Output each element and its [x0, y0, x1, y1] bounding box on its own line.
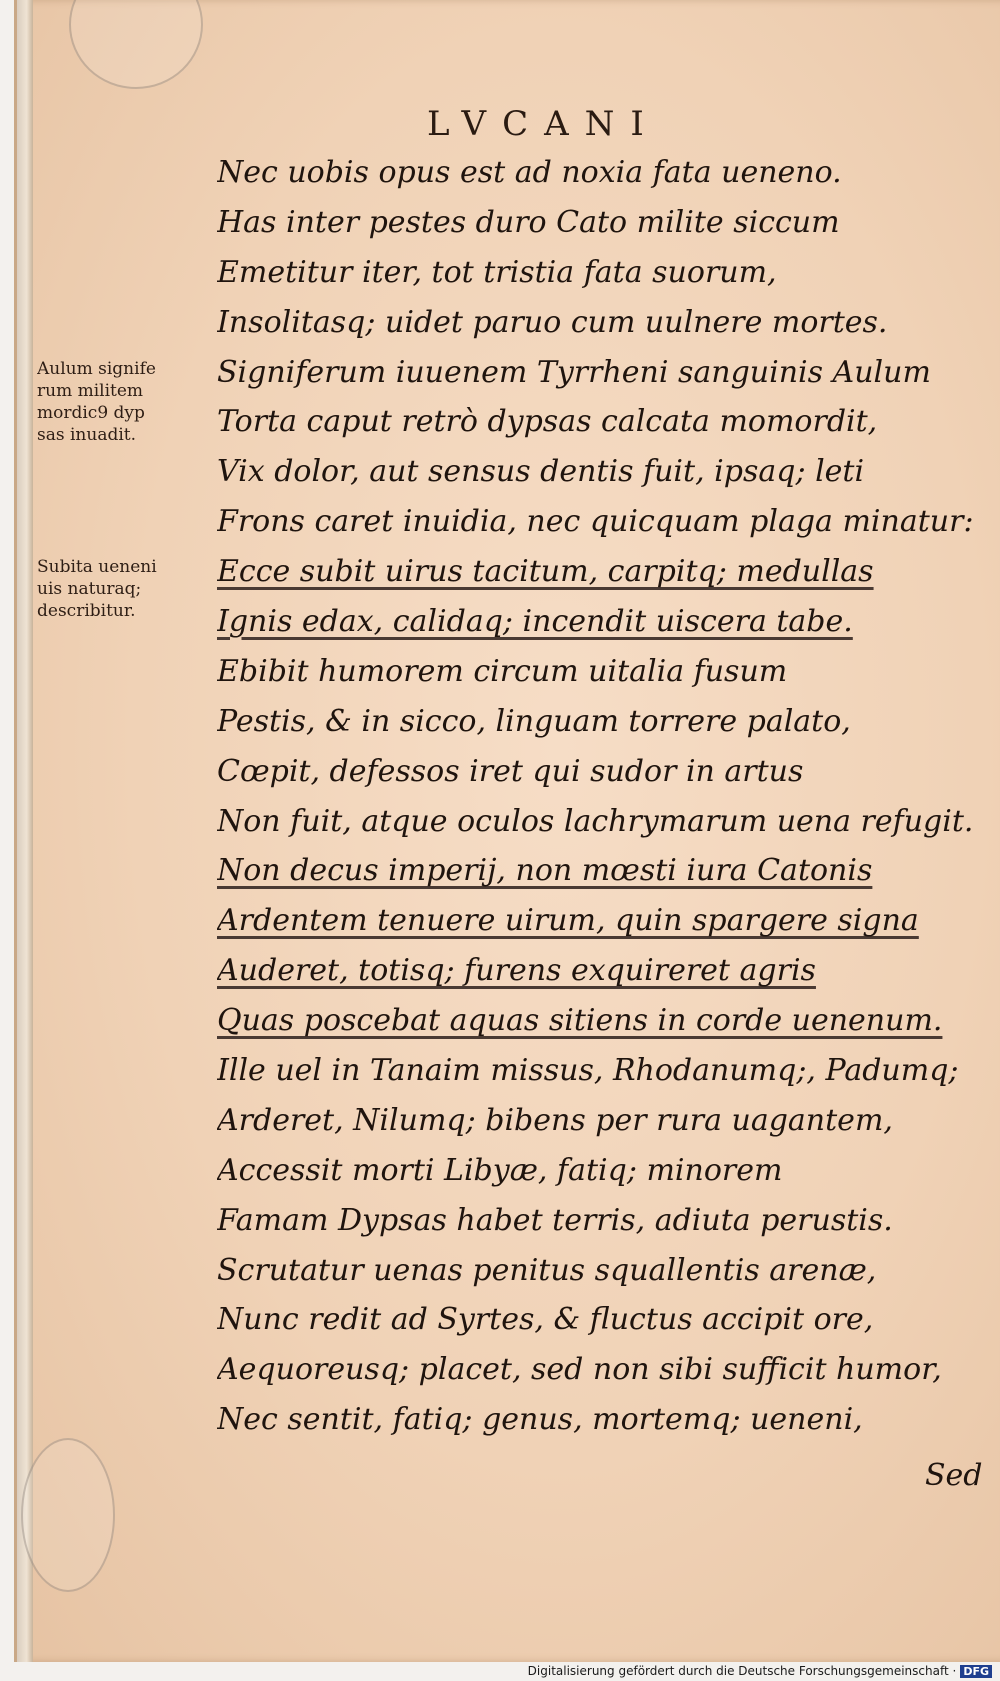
- verse-line: Frons caret inuidia, nec quicquam plaga minatur:: [217, 504, 974, 540]
- gloss-line: describitur.: [37, 601, 136, 621]
- verse-text: [217, 148, 977, 1445]
- verse-line: Nec sentit, fatiq; genus, mortemq; ueneni,: [217, 1402, 863, 1438]
- gloss-line: Aulum signife: [37, 359, 156, 379]
- verse-line: Ecce subit uirus tacitum, carpitq; medullas: [217, 554, 874, 590]
- marginal-gloss-venom: [37, 556, 209, 622]
- page-clip-bottom: [21, 1438, 115, 1592]
- verse-line: Accessit morti Libyæ, fatiq; minorem: [217, 1152, 783, 1188]
- dfg-logo: DFG: [960, 1665, 992, 1678]
- book-page: [14, 0, 1000, 1662]
- gloss-line: sas inuadit.: [37, 425, 137, 445]
- verse-line: Pestis, & in sicco, linguam torrere palato,: [217, 703, 851, 739]
- gloss-line: uis naturaq;: [37, 579, 142, 599]
- verse-line: Vix dolor, aut sensus dentis fuit, ipsaq; leti: [217, 454, 865, 490]
- verse-line: Nunc redit ad Syrtes, & fluctus accipit ore,: [217, 1302, 874, 1338]
- verse-line: Ignis edax, calidaq; incendit uiscera tabe.: [217, 604, 853, 640]
- verse-line: Emetitur iter, tot tristia fata suorum,: [217, 254, 777, 290]
- verse-line: Ille uel in Tanaim missus, Rhodanumq;, Padumq;: [217, 1053, 959, 1089]
- verse-line: Quas poscebat aquas sitiens in corde uenenum.: [217, 1003, 943, 1039]
- verse-line: Aequoreusq; placet, sed non sibi sufficit humor,: [217, 1352, 942, 1388]
- verse-line: Nec uobis opus est ad noxia fata ueneno.: [217, 155, 842, 190]
- verse-line: Famam Dypsas habet terris, adiuta perustis.: [217, 1202, 893, 1238]
- verse-line: Torta caput retrò dypsas calcata momordit,: [217, 404, 878, 440]
- verse-line: Ebibit humorem circum uitalia fusum: [217, 653, 788, 689]
- running-head: LVCANI: [427, 104, 660, 144]
- verse-line: Has inter pestes duro Cato milite siccum: [217, 204, 840, 240]
- marginal-gloss-aulus: [37, 358, 209, 446]
- digitization-credit: [528, 1664, 992, 1678]
- gloss-line: rum militem: [37, 381, 144, 401]
- verse-line: Non fuit, atque oculos lachrymarum uena refugit.: [217, 803, 974, 839]
- credit-text: Digitalisierung gefördert durch die Deutsche Forschungsgemeinschaft ·: [527, 1664, 957, 1678]
- verse-line: Signiferum iuuenem Tyrrheni sanguinis Aulum: [217, 354, 931, 390]
- verse-line: Arderet, Nilumq; bibens per rura uagantem,: [217, 1102, 893, 1138]
- verse-line: Scrutatur uenas penitus squallentis arenæ,: [217, 1252, 877, 1288]
- binding-edge: [17, 0, 33, 1662]
- verse-line: Non decus imperij, non mœsti iura Catonis: [217, 853, 873, 889]
- verse-line: Ardentem tenuere uirum, quin spargere signa: [217, 903, 919, 939]
- verse-line: Insolitasq; uidet paruo cum uulnere mortes.: [217, 304, 888, 340]
- page-clip-top: [69, 0, 203, 89]
- gloss-line: Subita ueneni: [37, 557, 157, 577]
- verse-line: Auderet, totisq; furens exquireret agris: [217, 953, 816, 989]
- catchword: Sed: [925, 1458, 983, 1493]
- gloss-line: mordic9 dyp: [37, 403, 145, 423]
- verse-line: Cœpit, defessos iret qui sudor in artus: [217, 753, 804, 789]
